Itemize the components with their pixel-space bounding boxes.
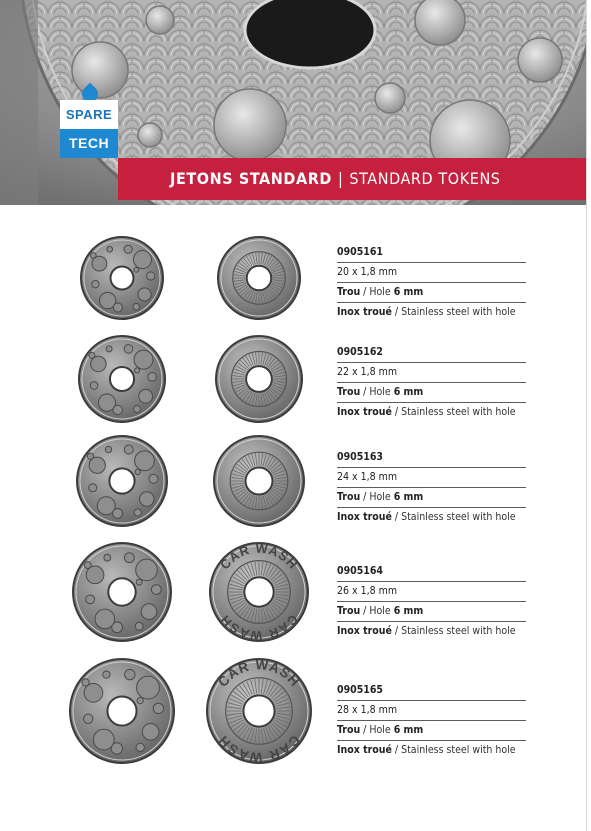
- token-image-engraved: [206, 539, 312, 645]
- product-spec: [337, 562, 526, 641]
- product-spec: [337, 343, 526, 422]
- product-material: Inox troué / Stainless steel with hole: [337, 511, 516, 523]
- svg-text:CAR WASH: CAR WASH: [215, 657, 303, 690]
- sparetech-logo: [60, 100, 118, 158]
- token-image-engraved: [203, 655, 315, 767]
- product-hole: Trou / Hole 6 mm: [337, 602, 526, 622]
- header-banner: [0, 0, 591, 205]
- svg-text:CAR WASH: CAR WASH: [216, 540, 302, 573]
- title-separator: |: [337, 169, 344, 188]
- token-image-engraved: [210, 432, 308, 530]
- product-code: 0905165: [337, 681, 526, 701]
- page-edge: [586, 0, 591, 831]
- token-image-patterned: [69, 539, 175, 645]
- token-image-patterned: [75, 332, 169, 426]
- product-material: Inox troué / Stainless steel with hole: [337, 744, 516, 756]
- product-material: Inox troué / Stainless steel with hole: [337, 306, 516, 318]
- product-code: 0905164: [337, 562, 526, 582]
- title-bar: [118, 158, 586, 200]
- title-english: STANDARD TOKENS: [349, 169, 501, 188]
- product-code: 0905161: [337, 243, 526, 263]
- product-hole: Trou / Hole 6 mm: [337, 488, 526, 508]
- product-size: 26 x 1,8 mm: [337, 582, 526, 602]
- token-image-engraved: [212, 332, 306, 426]
- logo-text-spare: SPARE: [60, 100, 118, 129]
- product-spec: [337, 448, 526, 527]
- svg-text:CAR WASH: CAR WASH: [215, 732, 303, 765]
- product-hole: Trou / Hole 6 mm: [337, 283, 526, 303]
- product-spec: [337, 243, 526, 322]
- token-image-patterned: [77, 233, 167, 323]
- product-code: 0905163: [337, 448, 526, 468]
- token-image-engraved: [214, 233, 304, 323]
- product-hole: Trou / Hole 6 mm: [337, 383, 526, 403]
- svg-text:CAR WASH: CAR WASH: [216, 611, 302, 644]
- product-material: Inox troué / Stainless steel with hole: [337, 406, 516, 418]
- product-code: 0905162: [337, 343, 526, 363]
- title-french: JETONS STANDARD: [170, 169, 332, 188]
- product-hole: Trou / Hole 6 mm: [337, 721, 526, 741]
- product-spec: [337, 681, 526, 760]
- product-size: 28 x 1,8 mm: [337, 701, 526, 721]
- product-size: 24 x 1,8 mm: [337, 468, 526, 488]
- logo-text-tech: TECH: [60, 129, 118, 158]
- product-size: 22 x 1,8 mm: [337, 363, 526, 383]
- token-image-patterned: [66, 655, 178, 767]
- page-title: [170, 158, 501, 200]
- product-size: 20 x 1,8 mm: [337, 263, 526, 283]
- product-material: Inox troué / Stainless steel with hole: [337, 625, 516, 637]
- token-image-patterned: [73, 432, 171, 530]
